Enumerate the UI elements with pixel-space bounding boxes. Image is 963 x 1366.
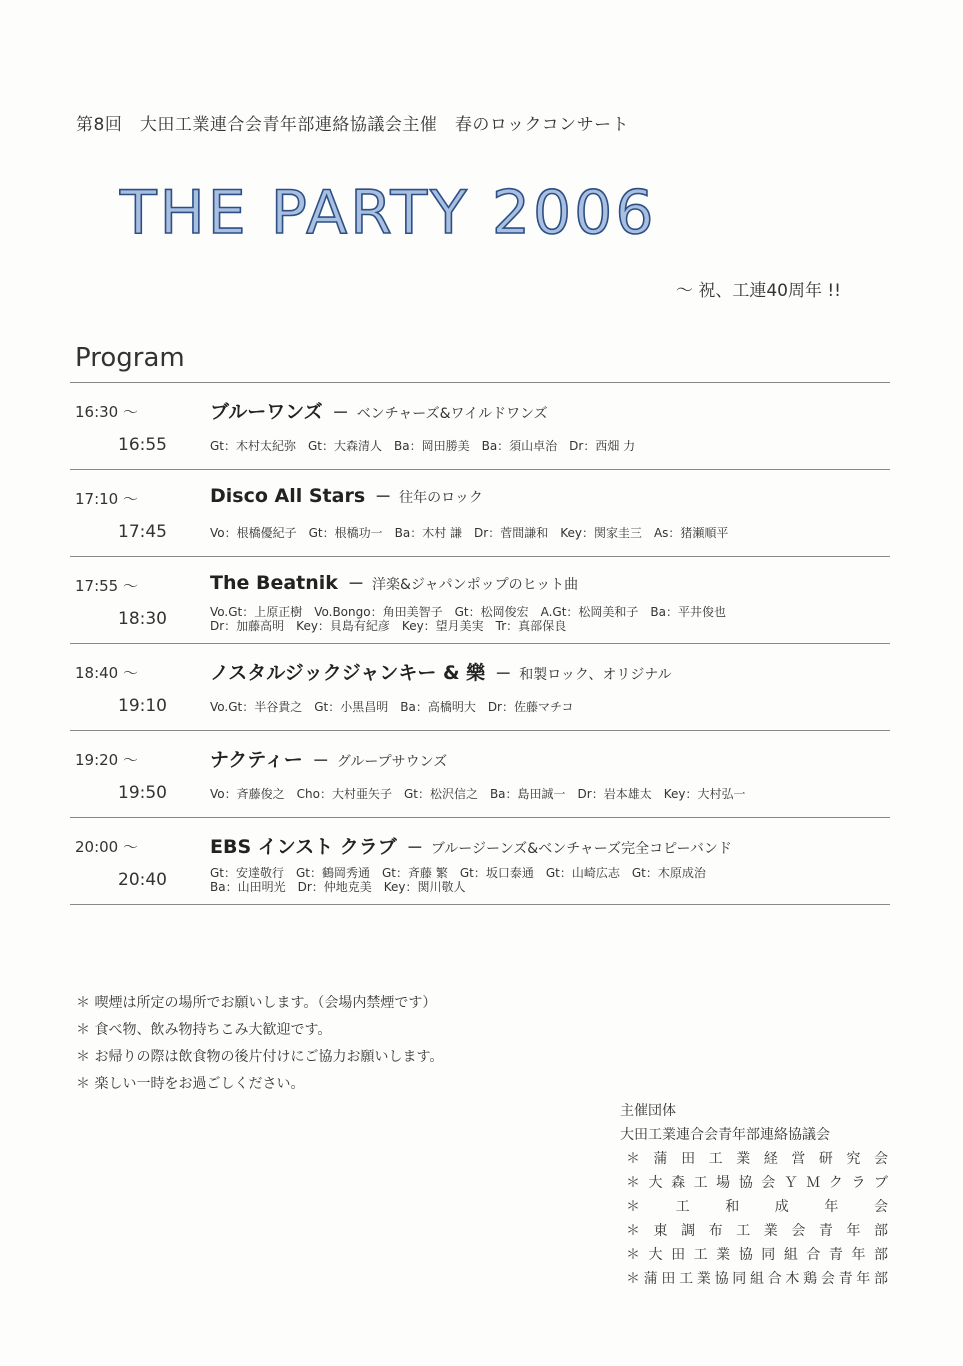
- band-name: ノスタルジックジャンキー & 樂: [210, 662, 486, 684]
- band-members: [210, 524, 728, 541]
- members-line: Vo：根橋優紀子 Gt：根橋功一 Ba：木村 謙 Dr：菅間謙和 Key：関家圭三 As：猪瀬順平: [210, 526, 729, 540]
- band-name: The Beatnik: [210, 572, 338, 594]
- slot-end-time: 18:30: [118, 609, 167, 629]
- separator-dash: －: [375, 487, 392, 506]
- separator-dash: －: [332, 403, 349, 422]
- separator-dash: －: [406, 838, 423, 857]
- separator-dash: －: [312, 751, 329, 770]
- band-genre: 和製ロック、オリジナル: [519, 667, 672, 683]
- anniversary-tagline: ～ 祝、工連40周年 !!: [675, 281, 841, 301]
- note-item: ＊ 喫煙は所定の場所でお願いします。（会場内禁煙です）: [76, 995, 437, 1011]
- organizer-block: [620, 1100, 888, 1292]
- organizer-member: ＊工和成年会: [626, 1199, 888, 1215]
- members-line: Gt：安達敬行 Gt：鶴岡秀通 Gt：斉藤 繁 Gt：坂口泰通 Gt：山崎広志 Gt：木原成治: [210, 866, 706, 880]
- band-genre: 洋楽&ジャパンポップのヒット曲: [371, 577, 579, 593]
- members-line: Vo：斉藤俊之 Cho：大村亜矢子 Gt：松沢信之 Ba：島田誠一 Dr：岩本雄太 Key：大村弘一: [210, 787, 746, 801]
- slot-start-time: 18:40 ～: [75, 664, 138, 682]
- slot-end-time: 17:45: [118, 522, 167, 542]
- band-members: [210, 785, 745, 802]
- act-row: [210, 658, 672, 685]
- program-slot: [70, 730, 890, 817]
- event-subtitle: 第8回 大田工業連合会青年部連絡協議会主催 春のロックコンサート: [76, 115, 630, 135]
- band-genre: ベンチャーズ&ワイルドワンズ: [356, 406, 548, 422]
- program-schedule: [70, 382, 890, 905]
- band-members: [210, 605, 726, 633]
- slot-end-time: 20:40: [118, 870, 167, 890]
- program-slot: [70, 643, 890, 730]
- slot-start-time: 20:00 ～: [75, 838, 138, 856]
- band-genre: 往年のロック: [399, 490, 483, 506]
- note-item: ＊ お帰りの際は飲食物の後片付けにご協力お願いします。: [76, 1049, 444, 1065]
- members-line: Vo.Gt：上原正樹 Vo.Bongo：角田美智子 Gt：松岡俊宏 A.Gt：松岡美和子 Ba：平井俊也: [210, 605, 726, 619]
- members-line: Ba：山田明光 Dr：仲地克美 Key：関川敬人: [210, 880, 466, 894]
- band-name: ナクティー: [210, 749, 303, 771]
- program-slot: [70, 817, 890, 905]
- notes-list: [76, 992, 443, 1100]
- band-name: Disco All Stars: [210, 485, 366, 507]
- slot-end-time: 19:10: [118, 696, 167, 716]
- note-item: ＊ 食べ物、飲み物持ちこみ大歓迎です。: [76, 1022, 332, 1038]
- separator-dash: －: [495, 664, 512, 683]
- program-slot: [70, 382, 890, 469]
- organizer-member: ＊東調布工業会青年部: [626, 1223, 888, 1239]
- band-genre: ブルージーンズ&ベンチャーズ完全コピーバンド: [430, 841, 732, 857]
- band-members: [210, 437, 635, 454]
- organizer-heading: 主催団体: [620, 1103, 676, 1119]
- slot-end-time: 16:55: [118, 435, 167, 455]
- event-title: THE PARTY 2006: [120, 178, 657, 248]
- act-row: [210, 832, 732, 859]
- program-slot: [70, 556, 890, 643]
- members-line: Dr：加藤高明 Key：貝島有紀彦 Key：望月美実 Tr：真部保良: [210, 619, 567, 633]
- band-name: EBS インスト クラブ: [210, 836, 397, 858]
- slot-start-time: 19:20 ～: [75, 751, 138, 769]
- members-line: Gt：木村太紀弥 Gt：大森清人 Ba：岡田勝美 Ba：須山卓治 Dr：西畑 力: [210, 439, 636, 453]
- note-item: ＊ 楽しい一時をお過ごしください。: [76, 1076, 305, 1092]
- slot-start-time: 16:30 ～: [75, 403, 138, 421]
- organizer-member: ＊蒲田工業経営研究会: [626, 1151, 888, 1167]
- band-name: ブルーワンズ: [210, 401, 323, 423]
- act-row: [210, 745, 447, 772]
- act-row: [210, 484, 483, 507]
- act-row: [210, 397, 548, 424]
- organizer-member: ＊大森工場協会ＹＭクラブ: [626, 1175, 888, 1191]
- band-genre: グループサウンズ: [336, 754, 448, 770]
- slot-start-time: 17:55 ～: [75, 577, 138, 595]
- organizer-member: ＊大田工業協同組合青年部: [626, 1247, 888, 1263]
- program-heading: Program: [75, 343, 185, 373]
- program-slot: [70, 469, 890, 556]
- organizer-member: ＊蒲田工業協同組合木鶏会青年部: [626, 1271, 888, 1287]
- organizer-main: 大田工業連合会青年部連絡協議会: [620, 1127, 830, 1143]
- separator-dash: －: [347, 574, 364, 593]
- band-members: [210, 866, 706, 894]
- members-line: Vo.Gt：半谷貴之 Gt：小黒昌明 Ba：高橋明大 Dr：佐藤マチコ: [210, 700, 574, 714]
- slot-end-time: 19:50: [118, 783, 167, 803]
- slot-start-time: 17:10 ～: [75, 490, 138, 508]
- act-row: [210, 571, 578, 594]
- band-members: [210, 698, 574, 715]
